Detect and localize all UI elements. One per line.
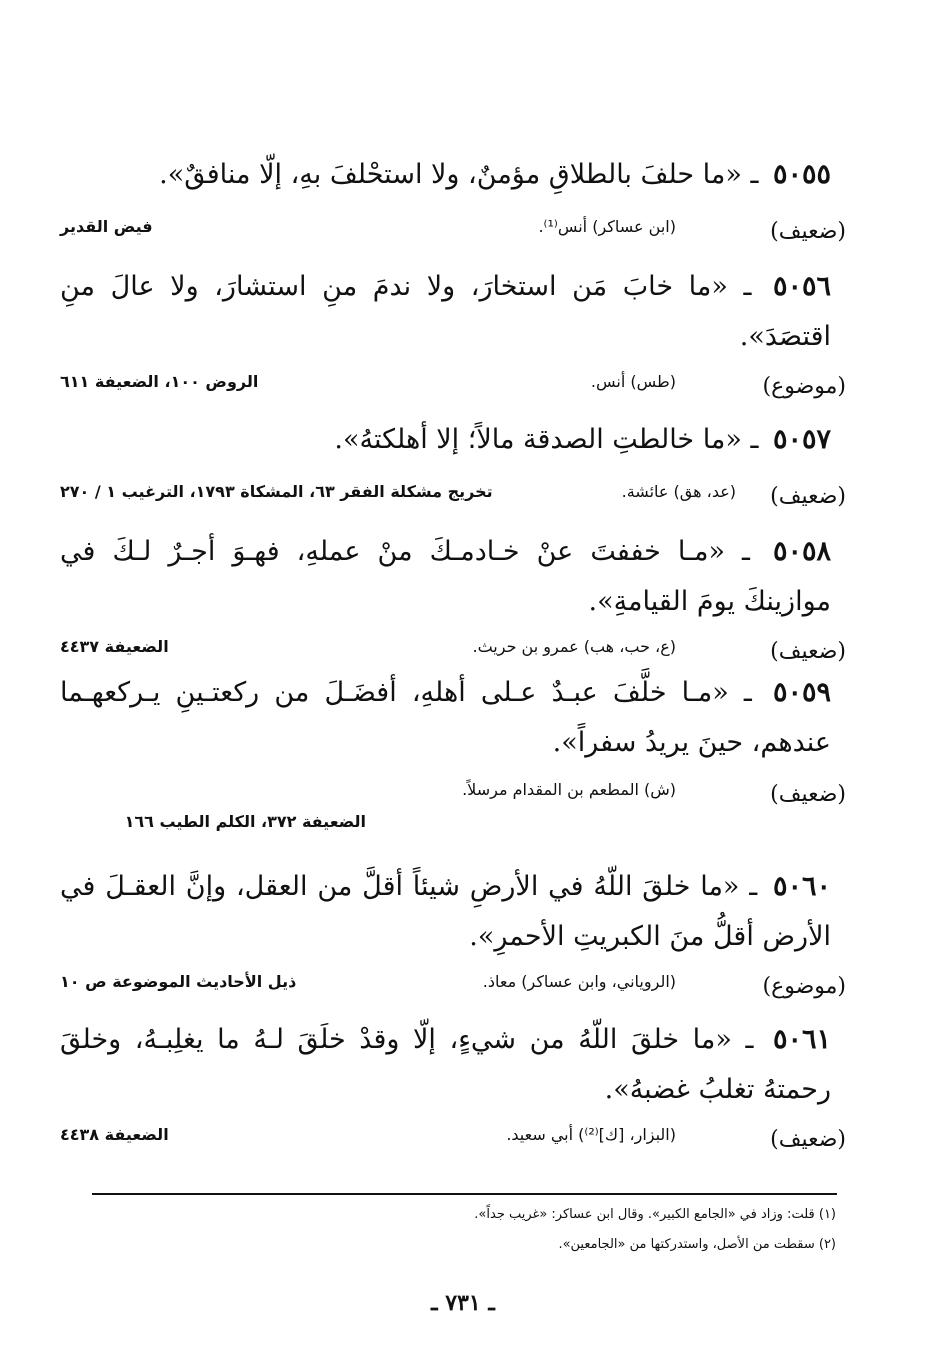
hadith-reference: تخريج مشكلة الفقر ٦٣، المشكاة ١٧٩٣، الترغيب ١ / ٢٧٠ <box>60 482 493 501</box>
hadith-text: ـ «ما خلقَ اللّهُ في الأرضِ شيئاً أقلَّ من العقل، وإنَّ العقـلَ في الأرض أقلُّ منَ الكبريتِ الأحمرِ». <box>60 871 831 952</box>
hadith-text: ـ «مـا خلَّفَ عبـدٌ عـلى أهلهِ، أفضَـلَ من ركعتـينِ يـركعهـما عندهم، حينَ يريدُ سفراً». <box>60 677 831 758</box>
hadith-number: ٥٠٥٧ <box>772 424 831 455</box>
hadith-number: ٥٠٥٩ <box>772 677 831 708</box>
hadith-grade: (ضعيف) <box>770 484 846 509</box>
hadith-number: ٥٠٦٠ <box>772 871 831 902</box>
hadith-meta <box>60 1120 846 1160</box>
hadith-entry <box>60 150 831 200</box>
hadith-grade: (ضعيف) <box>770 639 846 664</box>
hadith-number: ٥٠٥٨ <box>772 536 831 567</box>
hadith-grade: (ضعيف) <box>770 1127 846 1152</box>
hadith-entry <box>60 668 831 768</box>
hadith-reference: الضعيفة ٤٤٣٨ <box>60 1125 169 1144</box>
hadith-source: (البزار، [ك]⁽²⁾) أبي سعيد. <box>506 1125 676 1144</box>
hadith-entry <box>60 527 831 627</box>
hadith-source: (عد، هق) عائشة. <box>621 482 736 501</box>
hadith-meta <box>60 477 846 517</box>
hadith-source: (ش) المطعم بن المقدام مرسلاً. <box>462 780 676 799</box>
hadith-entry <box>60 262 831 362</box>
hadith-grade: (ضعيف) <box>770 782 846 807</box>
hadith-meta <box>60 775 846 839</box>
hadith-reference: الضعيفة ٤٤٣٧ <box>60 637 169 656</box>
hadith-reference: ذيل الأحاديث الموضوعة ص ١٠ <box>60 972 297 991</box>
hadith-reference: الروض ١٠٠، الضعيفة ٦١١ <box>60 372 259 391</box>
hadith-text: ـ «ما خلقَ اللّهُ من شيءٍ، إلّا وقدْ خلَقَ لـهُ ما يغلِبـهُ، وخلقَ رحمتهُ تغلبُ غضبهُ». <box>60 1024 831 1105</box>
hadith-grade: (موضوع) <box>762 374 846 399</box>
hadith-meta <box>60 967 846 1007</box>
hadith-number: ٥٠٥٥ <box>772 159 831 190</box>
hadith-text: ـ «مـا خففتَ عنْ خـادمـكَ منْ عملهِ، فهـوَ أجـرٌ لـكَ في موازينكَ يومَ القيامةِ». <box>60 536 831 617</box>
hadith-source: (ابن عساكر) أنس⁽¹⁾. <box>538 217 676 236</box>
hadith-meta <box>60 632 846 672</box>
hadith-meta <box>60 367 846 407</box>
footnote: (٢) سقطت من الأصل، واستدركتها من «الجامعين». <box>558 1237 836 1252</box>
hadith-number: ٥٠٦١ <box>772 1024 831 1055</box>
hadith-grade: (ضعيف) <box>770 219 846 244</box>
hadith-entry <box>60 1015 831 1115</box>
hadith-source: (ع، حب، هب) عمرو بن حريث. <box>472 637 676 656</box>
hadith-text: ـ «ما حلفَ بالطلاقِ مؤمنٌ، ولا استحْلفَ بهِ، إلّا منافقٌ». <box>159 159 759 190</box>
hadith-reference: فيض القدير <box>60 217 153 236</box>
hadith-reference: الضعيفة ٣٧٢، الكلم الطيب ١٦٦ <box>124 812 366 831</box>
hadith-text: ـ «ما خابَ مَن استخارَ، ولا ندمَ منِ استشارَ، ولا عالَ منِ اقتصَدَ». <box>60 271 831 352</box>
hadith-grade: (موضوع) <box>762 974 846 999</box>
hadith-number: ٥٠٥٦ <box>772 271 831 302</box>
hadith-entry <box>60 415 831 465</box>
hadith-source: (الروياني، وابن عساكر) معاذ. <box>482 972 676 991</box>
hadith-text: ـ «ما خالطتِ الصدقة مالاً؛ إلا أهلكتهُ». <box>334 424 759 455</box>
footnote-separator <box>92 1193 837 1195</box>
footnote: (١) قلت: وزاد في «الجامع الكبير». وقال ابن عساكر: «غريب جداً». <box>474 1207 836 1222</box>
hadith-entry <box>60 862 831 962</box>
hadith-source: (طس) أنس. <box>590 372 676 391</box>
hadith-meta <box>60 212 846 252</box>
page-number: ـ ٧٣١ ـ <box>431 1290 495 1316</box>
